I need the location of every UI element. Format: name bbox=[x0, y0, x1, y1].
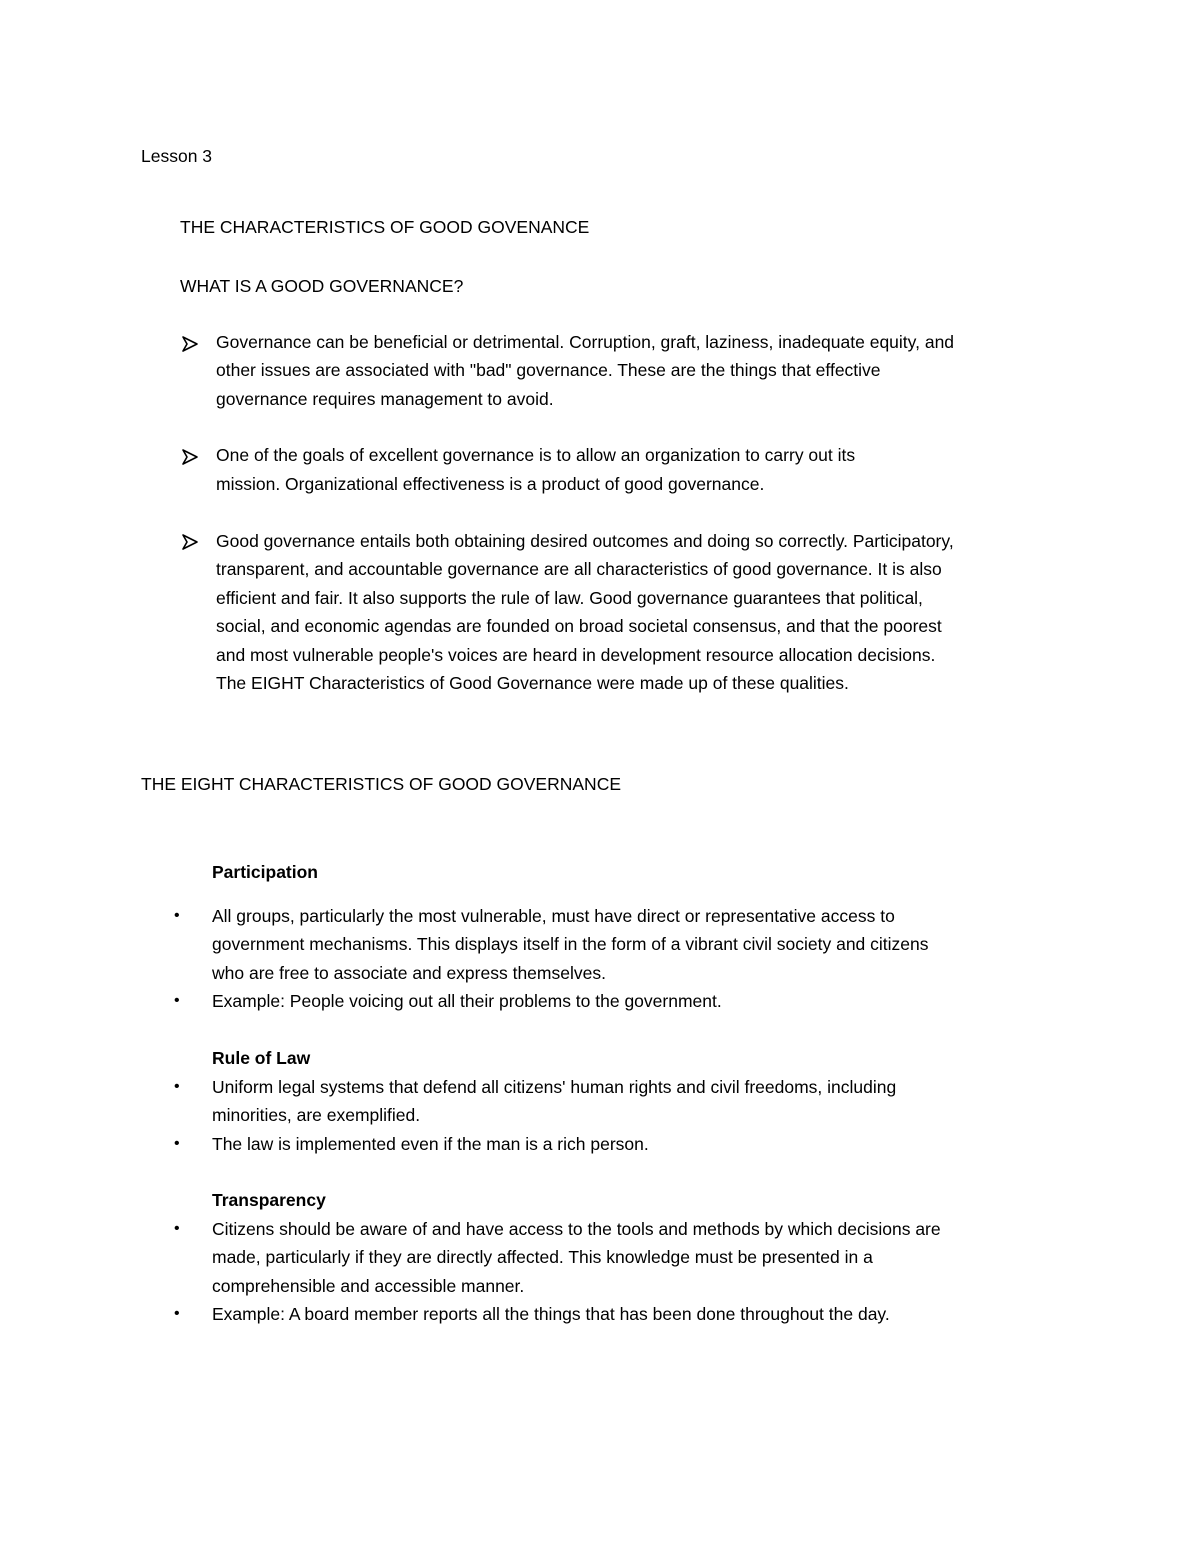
lesson-label: Lesson 3 bbox=[141, 146, 213, 166]
rule-of-law-bullet-2-line-1: The law is implemented even if the man is a rich person. bbox=[212, 1134, 649, 1154]
intro-point-3-line-4: social, and economic agendas are founded on broad societal consensus, and that the poorest bbox=[216, 616, 942, 636]
participation-bullet-1-line-1: All groups, particularly the most vulnerable, must have direct or representative access to bbox=[212, 906, 895, 926]
rule-of-law-bullet-1-line-1: Uniform legal systems that defend all citizens' human rights and civil freedoms, including bbox=[212, 1077, 897, 1097]
intro-point-3-line-5: and most vulnerable people's voices are heard in development resource allocation decisions. bbox=[216, 645, 936, 665]
bullet-dot-icon: • bbox=[174, 1135, 180, 1152]
bullet-dot-icon: • bbox=[174, 907, 180, 924]
document-title: THE CHARACTERISTICS OF GOOD GOVENANCE bbox=[180, 217, 590, 237]
intro-point-1-line-3: governance requires management to avoid. bbox=[216, 389, 554, 409]
bullet-dot-icon: • bbox=[174, 1220, 180, 1237]
transparency-bullet-1-line-2: made, particularly if they are directly affected. This knowledge must be presented in a bbox=[212, 1247, 873, 1267]
intro-point-3-line-3: efficient and fair. It also supports the rule of law. Good governance guarantees that political, bbox=[216, 588, 923, 608]
intro-point-3-line-1: Good governance entails both obtaining desired outcomes and doing so correctly. Participatory, bbox=[216, 531, 954, 551]
arrow-bullet-icon bbox=[180, 447, 200, 467]
transparency-bullet-2-line-1: Example: A board member reports all the things that has been done throughout the day. bbox=[212, 1304, 890, 1324]
participation-bullet-1-line-2: government mechanisms. This displays itself in the form of a vibrant civil society and citizens bbox=[212, 934, 929, 954]
intro-point-1-line-1: Governance can be beneficial or detrimental. Corruption, graft, laziness, inadequate equity, and bbox=[216, 332, 955, 352]
section-title: THE EIGHT CHARACTERISTICS OF GOOD GOVERNANCE bbox=[141, 774, 622, 794]
transparency-bullet-1-line-1: Citizens should be aware of and have access to the tools and methods by which decisions are bbox=[212, 1219, 941, 1239]
intro-point-1-line-2: other issues are associated with "bad" governance. These are the things that effective bbox=[216, 360, 881, 380]
rule-of-law-bullet-1-line-2: minorities, are exemplified. bbox=[212, 1105, 421, 1125]
bullet-dot-icon: • bbox=[174, 992, 180, 1009]
characteristic-heading-participation: Participation bbox=[212, 862, 318, 882]
characteristic-heading-rule-of-law: Rule of Law bbox=[212, 1048, 311, 1068]
bullet-dot-icon: • bbox=[174, 1305, 180, 1322]
participation-bullet-2-line-1: Example: People voicing out all their problems to the government. bbox=[212, 991, 722, 1011]
transparency-bullet-1-line-3: comprehensible and accessible manner. bbox=[212, 1276, 525, 1296]
arrow-bullet-icon bbox=[180, 334, 200, 354]
arrow-bullet-icon bbox=[180, 532, 200, 552]
intro-point-2-line-1: One of the goals of excellent governance is to allow an organization to carry out its bbox=[216, 445, 856, 465]
characteristic-heading-transparency: Transparency bbox=[212, 1190, 326, 1210]
intro-point-2-line-2: mission. Organizational effectiveness is a product of good governance. bbox=[216, 474, 765, 494]
intro-point-3-line-2: transparent, and accountable governance are all characteristics of good governance. It is also bbox=[216, 559, 942, 579]
bullet-dot-icon: • bbox=[174, 1078, 180, 1095]
participation-bullet-1-line-3: who are free to associate and express themselves. bbox=[212, 963, 606, 983]
intro-point-3-line-6: The EIGHT Characteristics of Good Governance were made up of these qualities. bbox=[216, 673, 849, 693]
question-heading: WHAT IS A GOOD GOVERNANCE? bbox=[180, 276, 464, 296]
